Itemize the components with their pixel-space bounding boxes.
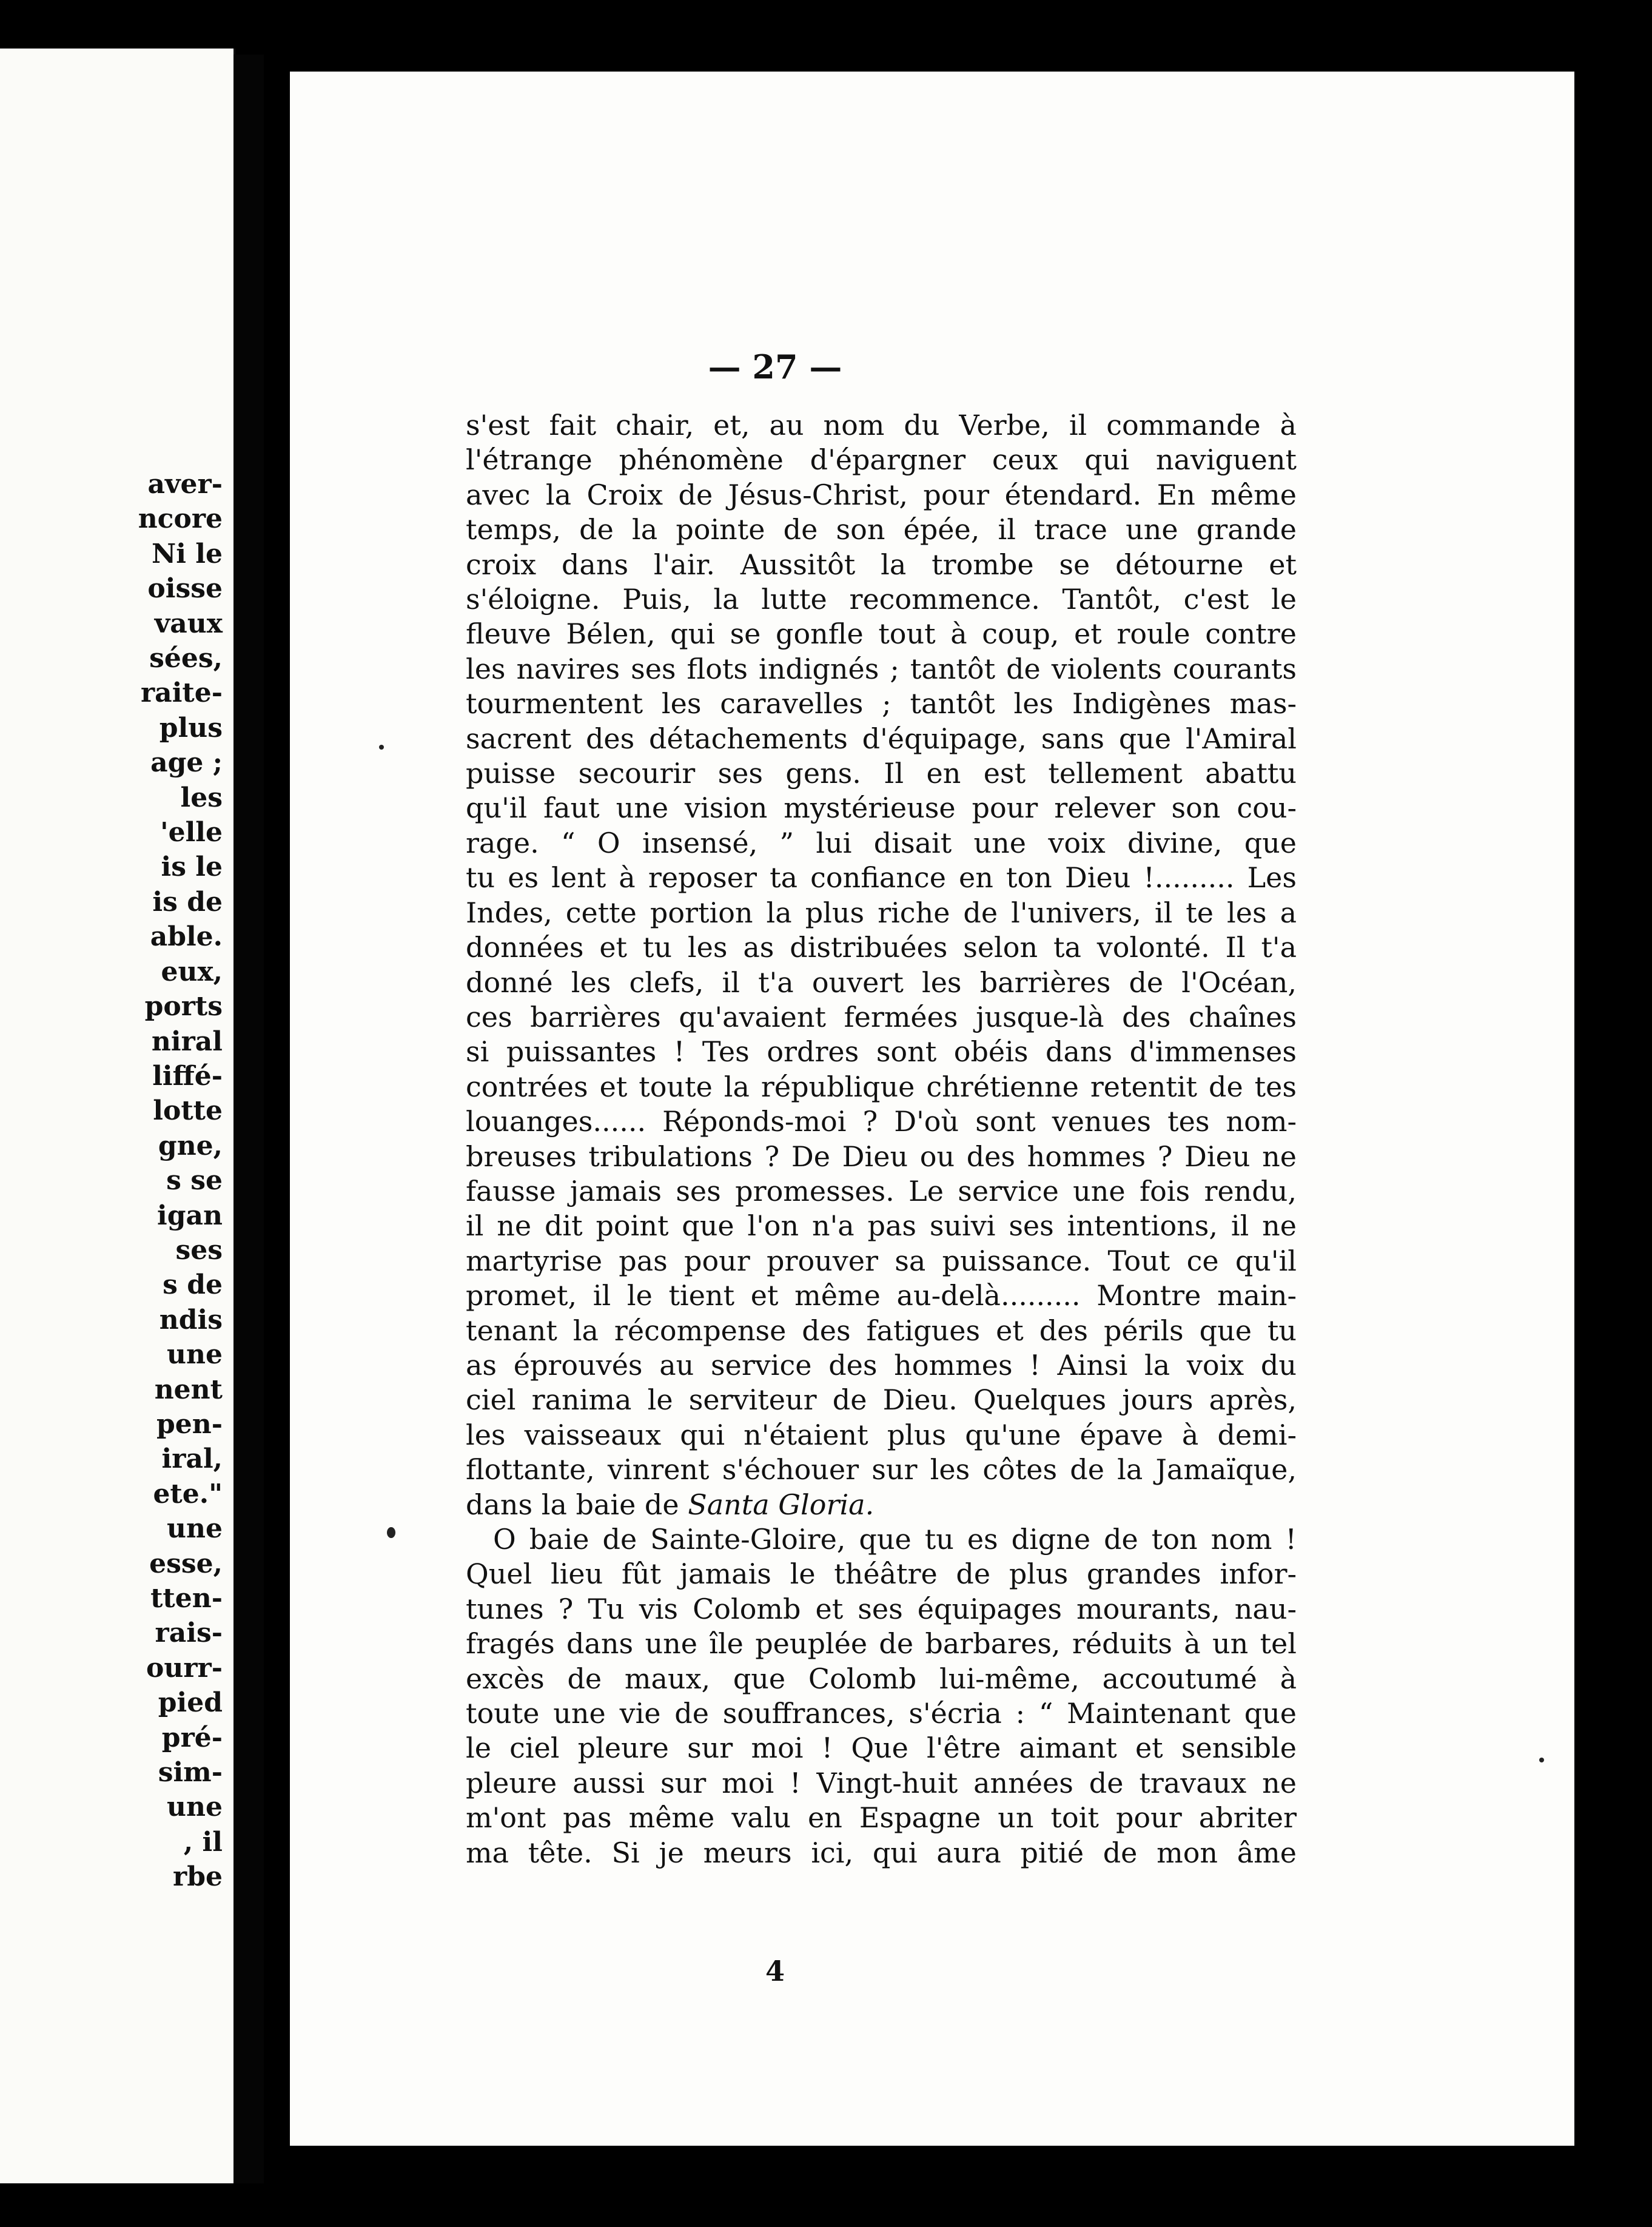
body-text — [466, 408, 1297, 1870]
text-line: flottante, vinrent s'échouer sur les côtes de la Jamaïque, — [466, 1453, 1297, 1486]
left-fragment-line: lotte — [153, 1095, 223, 1127]
signature-mark: 4 — [765, 1955, 785, 1987]
text-line: pleure aussi sur moi ! Vingt-huit années de travaux ne — [466, 1766, 1297, 1799]
text-line: louanges...... Réponds-moi ? D'où sont venues tes nom- — [466, 1105, 1297, 1138]
left-fragment-line: ncore — [138, 503, 223, 535]
paragraph-1 — [466, 408, 1297, 1522]
text-line: fragés dans une île peuplée de barbares, réduits à un tel — [466, 1627, 1297, 1661]
text-line: si puissantes ! Tes ordres sont obéis dans d'immenses — [466, 1035, 1297, 1069]
text-line: il ne dit point que l'on n'a pas suivi ses intentions, il ne — [466, 1209, 1297, 1243]
left-fragment-line: pied — [158, 1687, 223, 1719]
left-fragment-line: ports — [144, 991, 223, 1023]
text-line: tenant la récompense des fatigues et des périls que tu — [466, 1314, 1297, 1347]
text-line: fausse jamais ses promesses. Le service une fois rendu, — [466, 1174, 1297, 1208]
left-fragment-line: iral, — [161, 1443, 223, 1475]
left-fragment-line: les — [180, 782, 223, 813]
text-line: avec la Croix de Jésus-Christ, pour étendard. En même — [466, 478, 1297, 511]
text-line: ciel ranima le serviteur de Dieu. Quelques jours après, — [466, 1383, 1297, 1417]
left-fragment-line: aver- — [147, 469, 223, 500]
left-fragment-line: Ni le — [152, 538, 223, 569]
text-line: O baie de Sainte-Gloire, que tu es digne de ton nom ! — [493, 1523, 1297, 1556]
text-line: qu'il faut une vision mystérieuse pour relever son cou- — [466, 791, 1297, 825]
text-line: ma tête. Si je meurs ici, qui aura pitié de mon âme — [466, 1836, 1297, 1869]
left-fragment-line: pen- — [156, 1408, 223, 1440]
text-line: Indes, cette portion la plus riche de l'univers, il te les a — [466, 896, 1297, 929]
left-fragment-line: nent — [154, 1374, 223, 1405]
text-line: as éprouvés au service des hommes ! Ainsi la voix du — [466, 1348, 1297, 1382]
text-line: toute une vie de souffrances, s'écria : “ Maintenant que — [466, 1697, 1297, 1730]
left-fragment-line: ourr- — [146, 1652, 223, 1684]
left-facing-page — [0, 49, 235, 2183]
right-page — [290, 72, 1574, 2146]
left-fragment-line: esse, — [149, 1548, 223, 1579]
left-fragment-line: une — [167, 1513, 223, 1545]
left-fragment-line: vaux — [154, 608, 223, 639]
text-line: le ciel pleure sur moi ! Que l'être aimant et sensible — [466, 1732, 1297, 1765]
left-fragment-line: , il — [183, 1826, 223, 1858]
left-fragment-line: is le — [161, 852, 223, 883]
text-line: les navires ses flots indignés ; tantôt de violents courants — [466, 652, 1297, 685]
text-line: les vaisseaux qui n'étaient plus qu'une épave à demi- — [466, 1418, 1297, 1451]
text-line: temps, de la pointe de son épée, il trace une grande — [466, 513, 1297, 546]
text-line: donné les clefs, il t'a ouvert les barrières de l'Océan, — [466, 966, 1297, 999]
left-fragment-line: sées, — [149, 643, 223, 674]
left-fragment-line: ses — [175, 1234, 223, 1266]
text-line: martyrise pas pour prouver sa puissance. Tout ce qu'il — [466, 1244, 1297, 1277]
left-fragment-line: raite- — [141, 677, 223, 709]
left-fragment-line: niral — [151, 1026, 223, 1057]
left-fragment-line: igan — [157, 1200, 223, 1231]
text-line: excès de maux, que Colomb lui-même, accoutumé à — [466, 1662, 1297, 1695]
text-line: données et tu les as distribuées selon ta volonté. Il t'a — [466, 931, 1297, 964]
text-line: breuses tribulations ? De Dieu ou des hommes ? Dieu ne — [466, 1140, 1297, 1173]
text-line: sacrent des détachements d'équipage, sans que l'Amiral — [466, 722, 1297, 755]
italic-place-name: Santa Gloria. — [688, 1488, 875, 1521]
left-fragment-line: une — [167, 1339, 223, 1371]
left-fragment-line: 'elle — [160, 817, 223, 848]
text-line: ces barrières qu'avaient fermées jusque-là des chaînes — [466, 1000, 1297, 1033]
text-line-start: dans la baie de — [466, 1488, 688, 1521]
text-line: Quel lieu fût jamais le théâtre de plus grandes infor- — [466, 1557, 1297, 1591]
left-page-text-fragments — [138, 467, 223, 1895]
left-fragment-line: liffé- — [152, 1060, 223, 1092]
ink-speck — [1539, 1758, 1544, 1762]
text-line: puisse secourir ses gens. Il en est tellement abattu — [466, 757, 1297, 790]
text-line: tu es lent à reposer ta confiance en ton Dieu !......... Les — [466, 861, 1297, 895]
text-line: s'est fait chair, et, au nom du Verbe, il commande à — [466, 409, 1297, 442]
text-line: promet, il le tient et même au-delà......... Montre main- — [466, 1279, 1297, 1312]
left-fragment-line: plus — [159, 712, 223, 744]
left-fragment-line: age ; — [150, 747, 223, 779]
text-line — [466, 1488, 1297, 1522]
text-line: croix dans l'air. Aussitôt la trombe se détourne et — [466, 548, 1297, 581]
left-fragment-line: une — [167, 1792, 223, 1823]
text-line: l'étrange phénomène d'épargner ceux qui naviguent — [466, 443, 1297, 477]
left-fragment-line: s se — [166, 1165, 223, 1197]
left-fragment-line: oisse — [147, 573, 223, 605]
left-fragment-line: rbe — [173, 1861, 223, 1893]
text-line: s'éloigne. Puis, la lutte recommence. Tantôt, c'est le — [466, 583, 1297, 616]
text-line: m'ont pas même valu en Espagne un toit pour abriter — [466, 1801, 1297, 1835]
left-fragment-line: ndis — [159, 1304, 223, 1335]
text-line: contrées et toute la république chrétienne retentit de tes — [466, 1070, 1297, 1103]
left-fragment-line: is de — [152, 886, 223, 918]
left-fragment-line: pré- — [161, 1722, 223, 1753]
text-line: tourmentent les caravelles ; tantôt les Indigènes mas- — [466, 687, 1297, 720]
page-number: — 27 — — [708, 348, 842, 386]
left-fragment-line: rais- — [155, 1617, 223, 1649]
text-line: rage. “ O insensé, ” lui disait une voix divine, que — [466, 826, 1297, 859]
left-fragment-line: s de — [163, 1269, 223, 1301]
left-fragment-line: tten- — [150, 1583, 223, 1614]
ink-speck — [387, 1527, 395, 1538]
ink-speck — [379, 745, 384, 750]
left-fragment-line: gne, — [158, 1130, 223, 1161]
left-fragment-line: eux, — [161, 956, 223, 987]
left-fragment-line: sim- — [158, 1757, 223, 1789]
paragraph-2 — [466, 1522, 1297, 1870]
book-gutter — [233, 55, 264, 2183]
text-line: tunes ? Tu vis Colomb et ses équipages mourants, nau- — [466, 1592, 1297, 1625]
text-line: fleuve Bélen, qui se gonfle tout à coup, et roule contre — [466, 617, 1297, 651]
left-fragment-line: ete." — [153, 1478, 223, 1510]
left-fragment-line: able. — [150, 921, 223, 953]
